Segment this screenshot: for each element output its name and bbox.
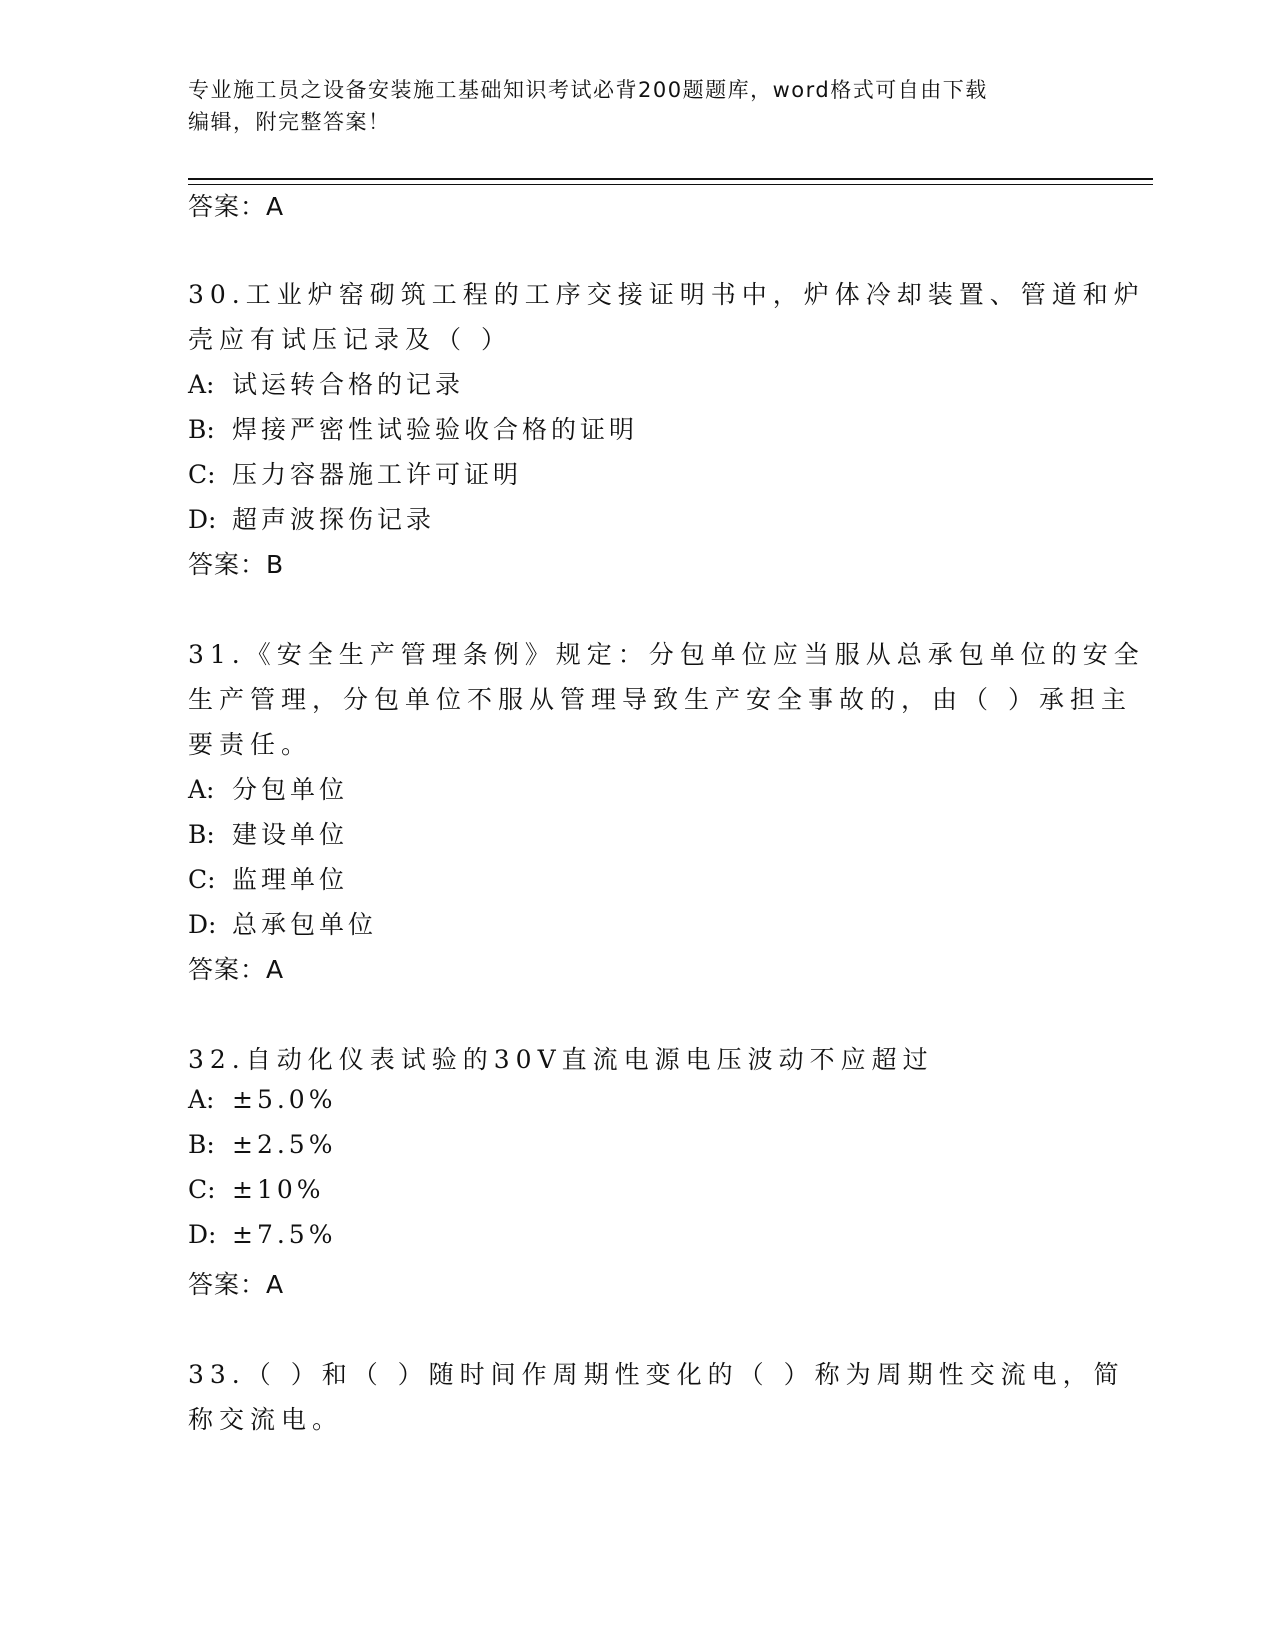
question-31-option-c (188, 860, 348, 896)
option-text: ±7.5% (232, 1220, 337, 1249)
option-text: 分包单位 (232, 775, 349, 804)
question-32-option-a (188, 1085, 336, 1114)
option-text: 压力容器施工许可证明 (232, 460, 523, 489)
option-key: C: (188, 865, 216, 894)
document-header (188, 74, 1088, 138)
question-31-line-3: 要责任。 (188, 730, 313, 759)
option-text: ±5.0% (232, 1085, 337, 1114)
question-31-answer: 答案：A (188, 955, 285, 984)
question-31-line-1: 31.《安全生产管理条例》规定：分包单位应当服从总承包单位的安全 (188, 640, 1145, 669)
option-text: ±10% (232, 1175, 325, 1204)
question-33-line-2: 称交流电。 (188, 1405, 344, 1434)
option-key: B: (188, 415, 215, 444)
question-30-option-b (188, 410, 638, 446)
question-31-option-d (188, 905, 377, 941)
option-text: ±2.5% (232, 1130, 337, 1159)
question-31-line-2: 生产管理，分包单位不服从管理导致生产安全事故的，由（ ）承担主 (188, 685, 1132, 714)
option-key: B: (188, 1130, 215, 1159)
question-30-line-1: 30.工业炉窑砌筑工程的工序交接证明书中，炉体冷却装置、管道和炉 (188, 280, 1145, 309)
question-32-option-c (188, 1175, 325, 1204)
question-30-option-d (188, 500, 435, 536)
question-33-line-1: 33.（ ）和（ ）随时间作周期性变化的（ ）称为周期性交流电，简 (188, 1360, 1125, 1389)
option-key: A: (188, 1085, 215, 1114)
previous-answer: 答案：A (188, 192, 285, 221)
option-key: A: (188, 370, 215, 399)
option-text: 试运转合格的记录 (232, 370, 465, 399)
question-30-option-a (188, 365, 464, 401)
header-line-2: 编辑，附完整答案！ (188, 110, 391, 134)
question-32-answer: 答案：A (188, 1270, 285, 1299)
header-divider-thick (188, 178, 1153, 180)
option-text: 监理单位 (232, 865, 349, 894)
option-text: 焊接严密性试验验收合格的证明 (232, 415, 639, 444)
option-key: C: (188, 1175, 216, 1204)
question-30-line-2: 壳应有试压记录及（ ） (188, 325, 512, 354)
option-text: 总承包单位 (232, 910, 378, 939)
question-31-option-a (188, 770, 348, 806)
question-31-option-b (188, 815, 348, 851)
question-32-option-b (188, 1130, 336, 1159)
option-key: C: (188, 460, 216, 489)
option-text: 超声波探伤记录 (232, 505, 436, 534)
header-divider-thin (188, 184, 1153, 185)
option-key: D: (188, 505, 217, 534)
question-32-option-d (188, 1220, 336, 1249)
option-key: D: (188, 1220, 217, 1249)
question-32-line-1: 32.自动化仪表试验的30V直流电源电压波动不应超过 (188, 1045, 934, 1074)
option-key: B: (188, 820, 215, 849)
header-line-1: 专业施工员之设备安装施工基础知识考试必背200题题库，word格式可自由下载 (188, 78, 988, 102)
option-key: A: (188, 775, 215, 804)
option-text: 建设单位 (232, 820, 349, 849)
question-30-answer: 答案：B (188, 550, 285, 579)
question-30-option-c (188, 455, 522, 491)
option-key: D: (188, 910, 217, 939)
